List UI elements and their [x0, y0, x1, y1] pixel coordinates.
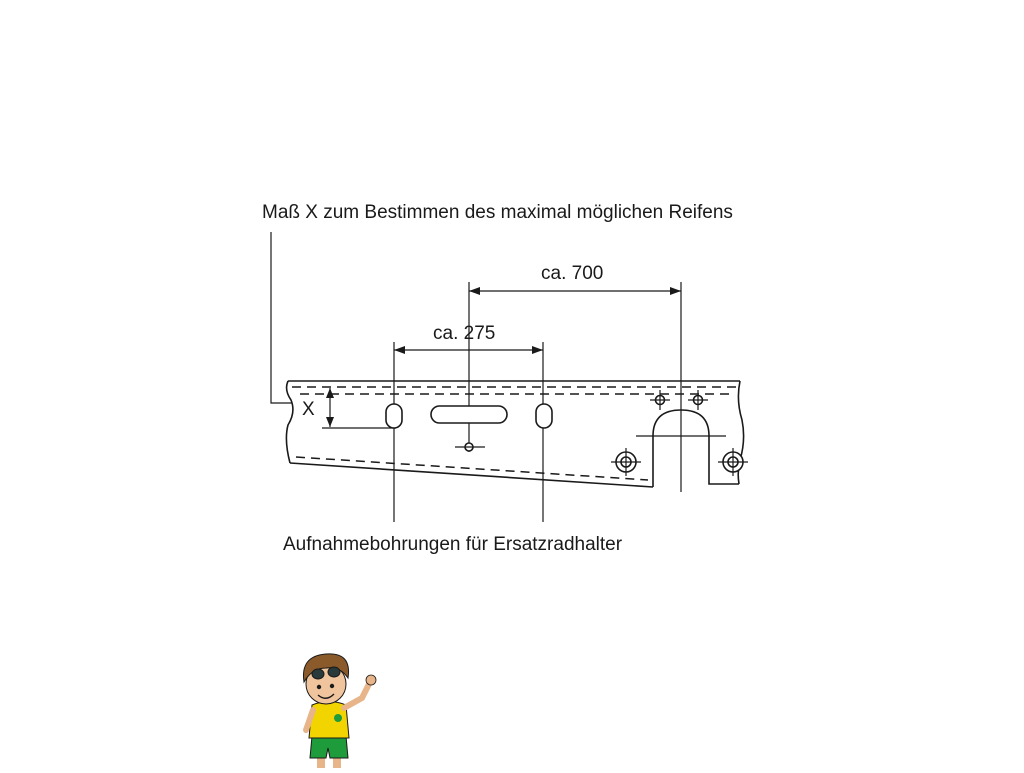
- dimension-label-275: ca. 275: [433, 323, 496, 344]
- arrow-right-275: [532, 346, 543, 354]
- waving-boy-mascot-icon: [303, 654, 376, 768]
- arrow-up-x: [326, 388, 334, 398]
- crosshair-hole-center: [455, 443, 485, 451]
- double-circle-hole-right: [718, 448, 748, 476]
- label-x: X: [302, 399, 315, 420]
- slot-hole-left: [386, 404, 402, 428]
- caption-dimension-x: Maß X zum Bestimmen des maximal möglichen Reifens: [262, 202, 733, 223]
- dimension-label-700: ca. 700: [541, 263, 604, 284]
- slot-hole-right: [536, 404, 552, 428]
- caption-leader-line: [271, 232, 292, 403]
- crosshair-hole-top-left: [650, 390, 670, 410]
- arrow-left-700: [469, 287, 480, 295]
- arrow-right-700: [670, 287, 681, 295]
- arrow-down-x: [326, 417, 334, 427]
- frame-rail: [286, 381, 743, 487]
- crosshair-hole-top-right: [688, 390, 708, 410]
- caption-mounting-holes: Aufnahmebohrungen für Ersatzradhalter: [283, 534, 623, 555]
- double-circle-hole-left: [611, 448, 641, 476]
- slot-hole-center: [431, 406, 507, 423]
- arrow-left-275: [394, 346, 405, 354]
